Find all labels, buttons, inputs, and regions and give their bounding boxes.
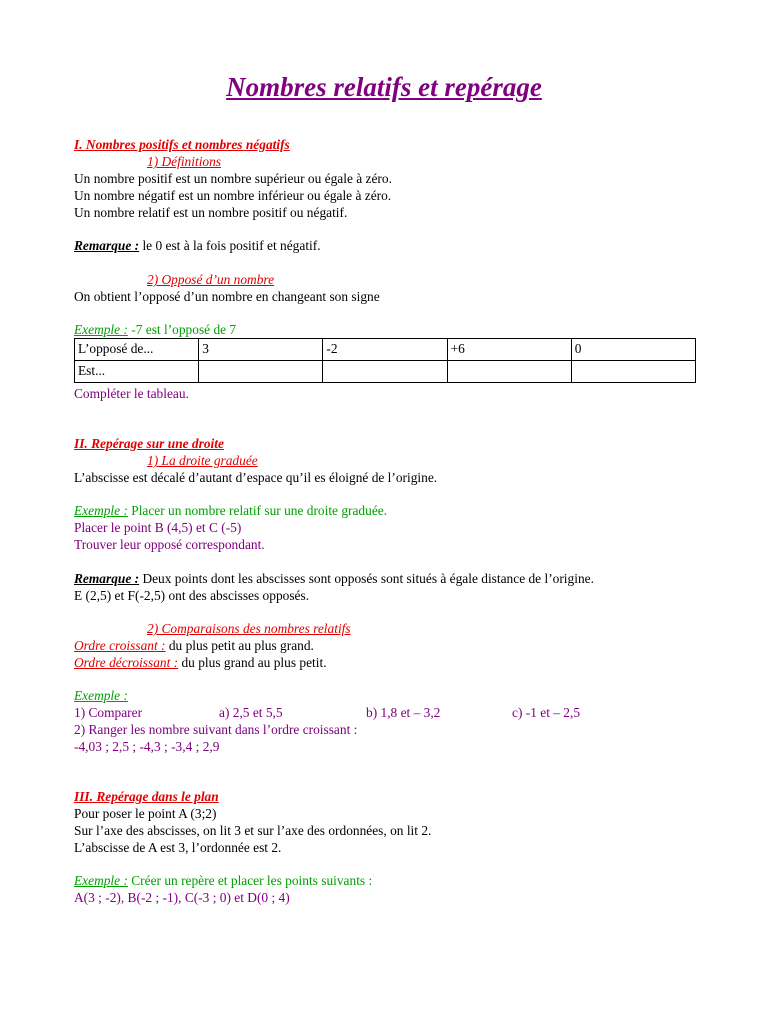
section-2-subheading-comparaisons: 2) Comparaisons des nombres relatifs <box>147 621 351 636</box>
definition-relative: Un nombre relatif est un nombre positif ou négatif. <box>74 205 348 220</box>
table-cell: 3 <box>199 339 323 361</box>
croissant-label: Ordre croissant : <box>74 638 166 653</box>
croissant-text: du plus petit au plus grand. <box>165 638 314 653</box>
section-1-heading: I. Nombres positifs et nombres négatifs <box>74 137 290 152</box>
ranger-numbers: -4,03 ; 2,5 ; -4,3 ; -3,4 ; 2,9 <box>74 739 220 754</box>
decroissant-text: du plus grand au plus petit. <box>178 655 327 670</box>
ranger-instruction: 2) Ranger les nombre suivant dans l’ordre croissant : <box>74 722 358 737</box>
oppose-definition: On obtient l’opposé d’un nombre en changeant son signe <box>74 289 380 304</box>
table-cell: 0 <box>571 339 695 361</box>
section-1-subheading-definitions: 1) Définitions <box>147 154 222 169</box>
definition-positive: Un nombre positif est un nombre supérieur ou égale à zéro. <box>74 171 392 186</box>
table-cell: -2 <box>323 339 447 361</box>
section-2-heading: II. Repérage sur une droite <box>74 436 224 451</box>
example-text: Placer un nombre relatif sur une droite graduée. <box>127 503 388 518</box>
table-cell <box>323 361 447 383</box>
abscisse-definition: L’abscisse est décalé d’autant d’espace qu’il es éloigné de l’origine. <box>74 470 438 485</box>
section-1-subheading-oppose: 2) Opposé d’un nombre <box>147 272 275 287</box>
page-title: Nombres relatifs et repérage <box>226 72 542 102</box>
example-oppose <box>74 321 236 338</box>
definition-negative: Un nombre négatif est un nombre inférieur ou égale à zéro. <box>74 188 392 203</box>
points-list: A(3 ; -2), B(-2 ; -1), C(-3 ; 0) et D(0 ; 4) <box>74 890 290 905</box>
table-row <box>75 361 696 383</box>
compare-item-b: b) 1,8 et – 3,2 <box>366 705 441 720</box>
plan-line: Pour poser le point A (3;2) <box>74 806 217 821</box>
remark-label: Remarque : <box>74 571 140 586</box>
remark-zero <box>74 237 321 254</box>
ordre-decroissant <box>74 654 327 671</box>
example-label: Exemple : <box>74 322 128 337</box>
ordre-croissant <box>74 637 314 654</box>
oppose-table <box>74 338 696 383</box>
example-label: Exemple : <box>74 688 128 703</box>
table-cell: L’opposé de... <box>75 339 199 361</box>
compare-row <box>74 704 694 721</box>
example-text: Créer un repère et placer les points suivants : <box>127 873 373 888</box>
table-cell <box>199 361 323 383</box>
table-cell <box>571 361 695 383</box>
compare-item-a: a) 2,5 et 5,5 <box>219 705 283 720</box>
remark-abscisses <box>74 570 594 587</box>
table-cell: Est... <box>75 361 199 383</box>
remark-example: E (2,5) et F(-2,5) ont des abscisses opposés. <box>74 588 310 603</box>
example-droite <box>74 502 387 519</box>
example-text: -7 est l’opposé de 7 <box>127 322 237 337</box>
example-label: Exemple : <box>74 873 128 888</box>
table-row <box>75 339 696 361</box>
remark-text: Deux points dont les abscisses sont opposés sont situés à égale distance de l’origine. <box>139 571 594 586</box>
example-plan <box>74 872 372 889</box>
plan-line: Sur l’axe des abscisses, on lit 3 et sur l’axe des ordonnées, on lit 2. <box>74 823 432 838</box>
exercise-line: Trouver leur opposé correspondant. <box>74 537 265 552</box>
compare-title: 1) Comparer <box>74 705 143 720</box>
remark-label: Remarque : <box>74 238 140 253</box>
exercise-line: Placer le point B (4,5) et C (-5) <box>74 520 242 535</box>
section-3-heading: III. Repérage dans le plan <box>74 789 219 804</box>
remark-text: le 0 est à la fois positif et négatif. <box>139 238 321 253</box>
section-2-subheading-droite: 1) La droite graduée <box>147 453 258 468</box>
decroissant-label: Ordre décroissant : <box>74 655 179 670</box>
table-cell: +6 <box>447 339 571 361</box>
compare-item-c: c) -1 et – 2,5 <box>512 705 581 720</box>
plan-line: L’abscisse de A est 3, l’ordonnée est 2. <box>74 840 282 855</box>
table-cell <box>447 361 571 383</box>
complete-table-instruction: Compléter le tableau. <box>74 386 189 401</box>
example-label: Exemple : <box>74 503 128 518</box>
